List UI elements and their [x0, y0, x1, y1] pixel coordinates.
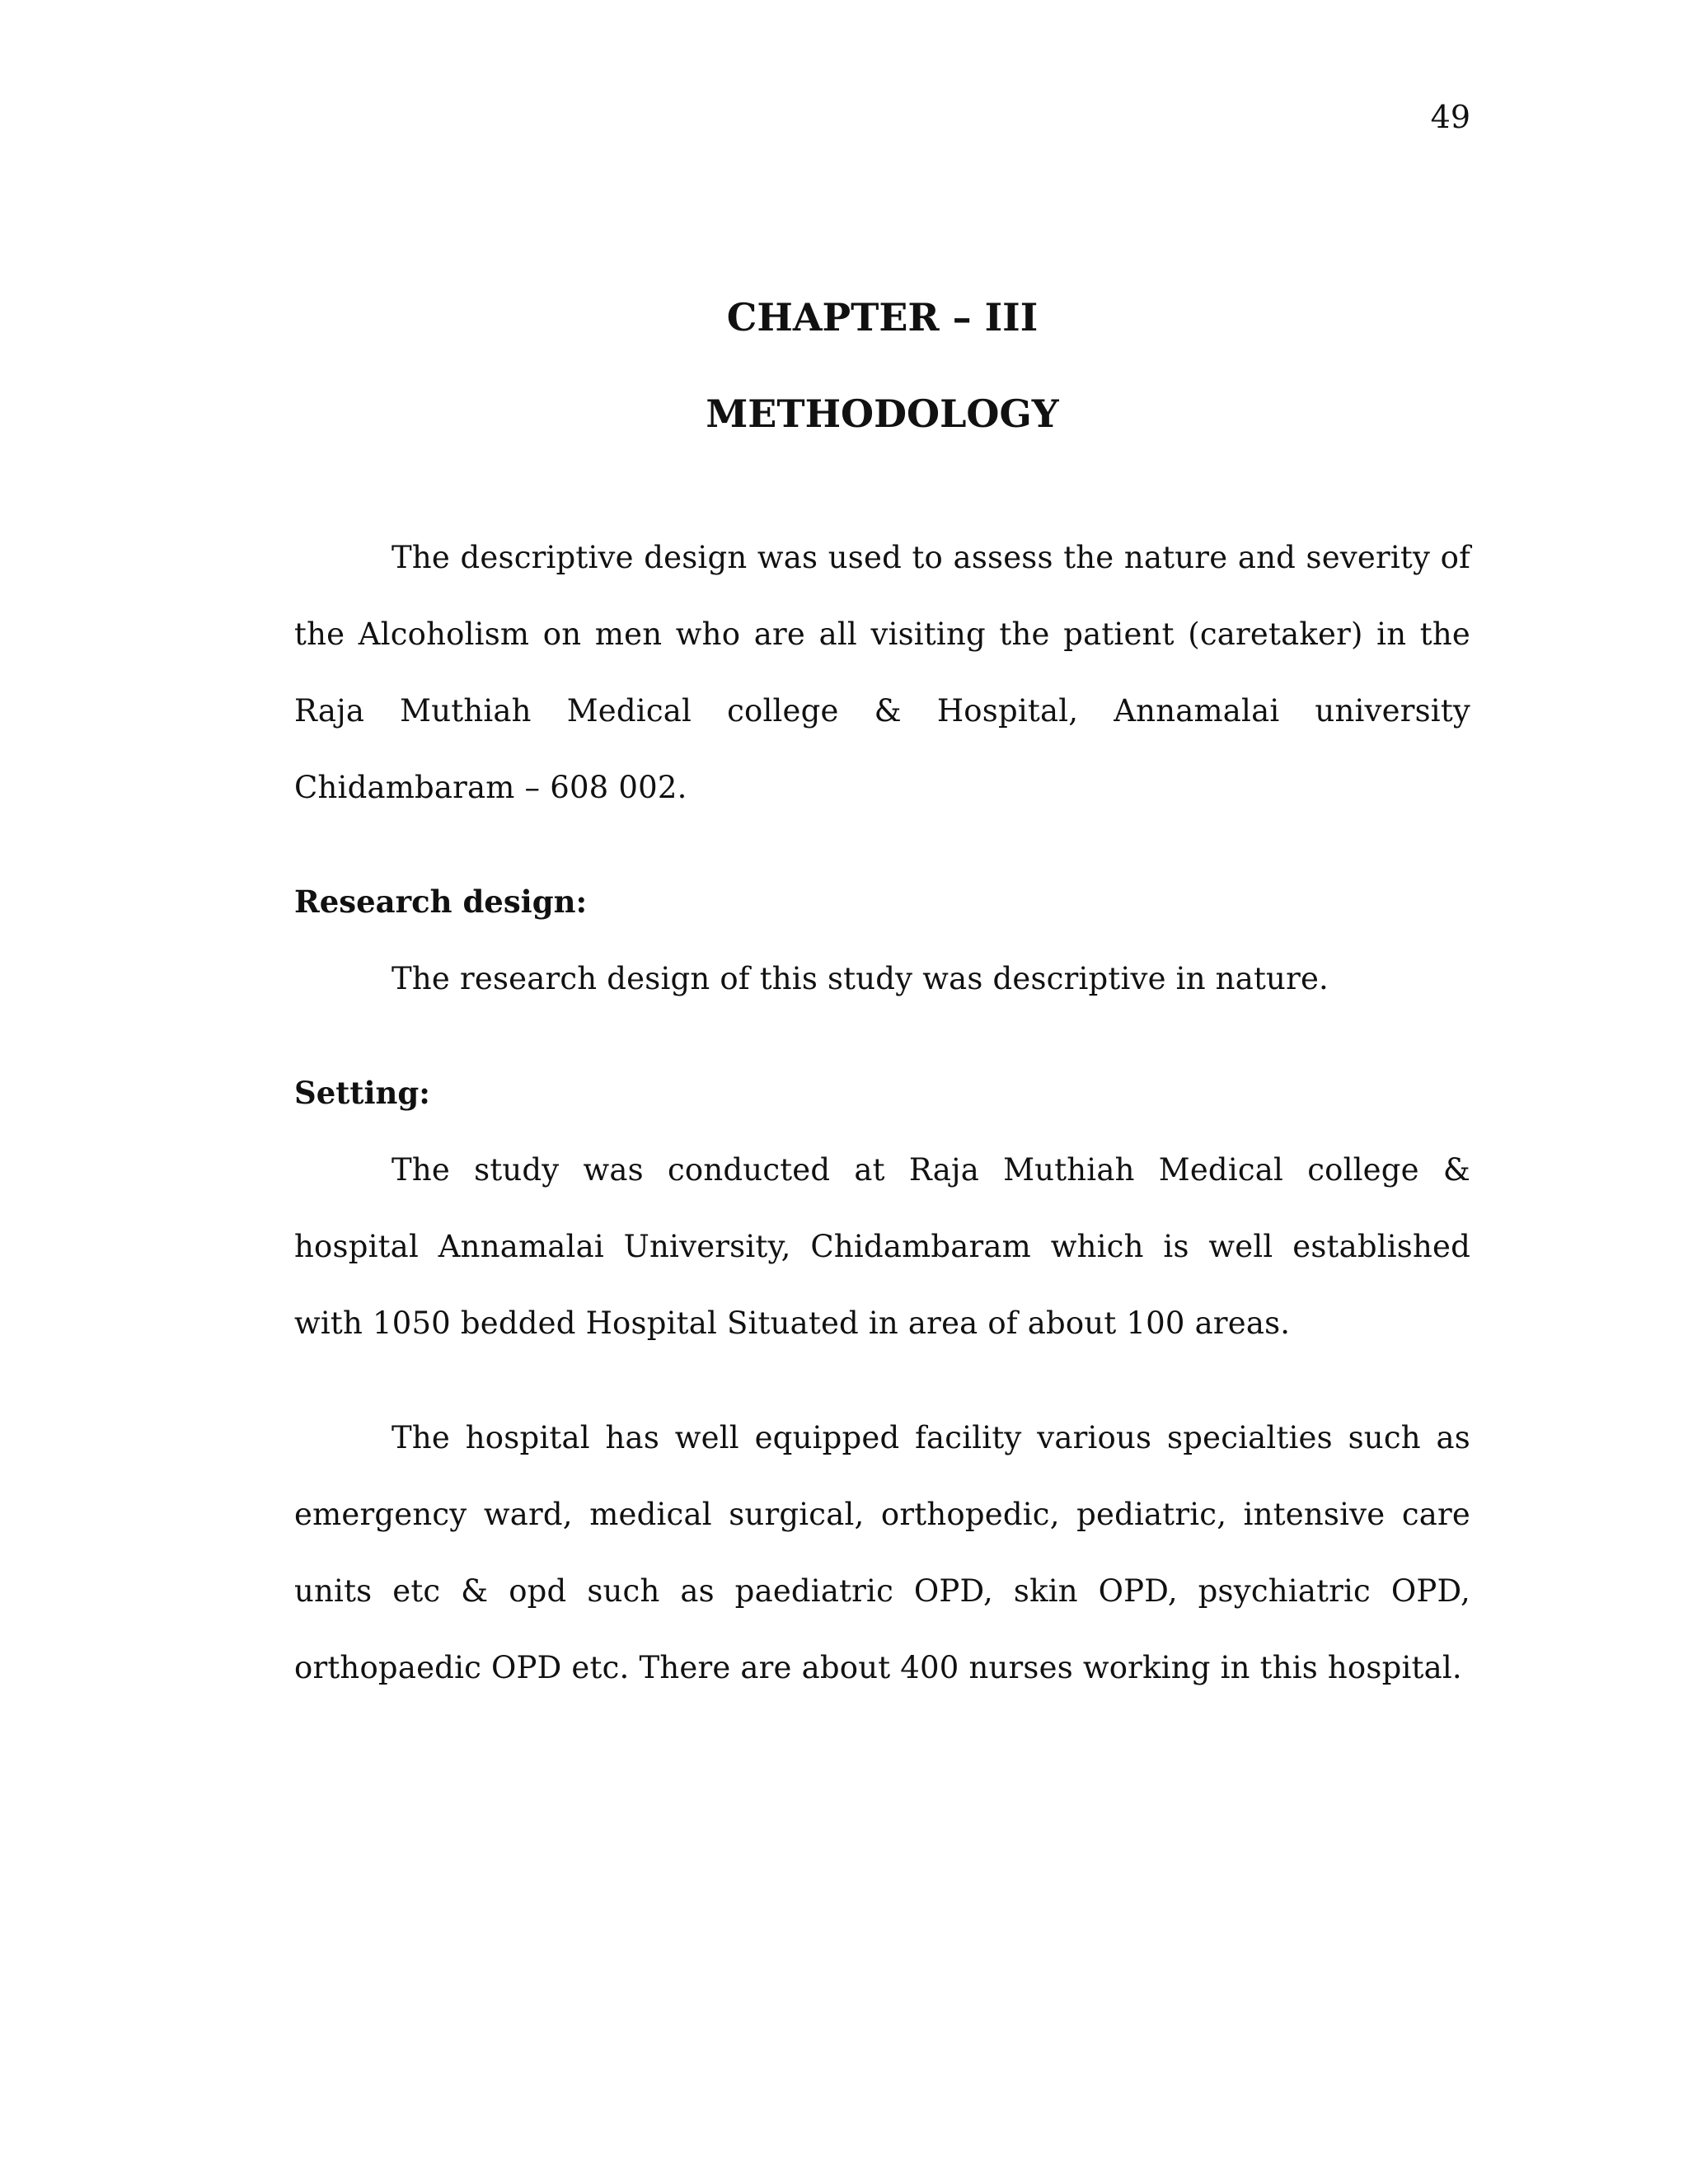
setting-heading: Setting:: [294, 1075, 430, 1111]
chapter-number: CHAPTER – III: [726, 295, 1039, 340]
research-design-paragraph: The research design of this study was descriptive in nature.: [392, 961, 1329, 996]
setting-paragraph-1: The study was conducted at Raja Muthiah Medical college & hospital Annamalai University, Chidambaram which is well established with 1050 bedded Hospital Situated in area of about 100 areas.: [294, 1152, 1470, 1341]
intro-paragraph: The descriptive design was used to assess the nature and severity of the Alcoholism on men who are all visiting the patient (caretaker) in the Raja Muthiah Medical college & Hospital, Annamalai university Chidambaram – 608 002.: [294, 540, 1470, 805]
research-design-heading: Research design:: [294, 883, 588, 920]
setting-paragraph-2: The hospital has well equipped facility various specialties such as emergency ward, medical surgical, orthopedic, pediatric, intensive care units etc & opd such as paediatric OPD, skin OPD, psychiatric OPD, orthopaedic OPD etc. There are about 400 nurses working in this hospital.: [294, 1420, 1470, 1685]
chapter-title: METHODOLOGY: [706, 391, 1059, 436]
document-body: [294, 519, 1470, 1706]
page-number: 49: [1430, 99, 1470, 135]
